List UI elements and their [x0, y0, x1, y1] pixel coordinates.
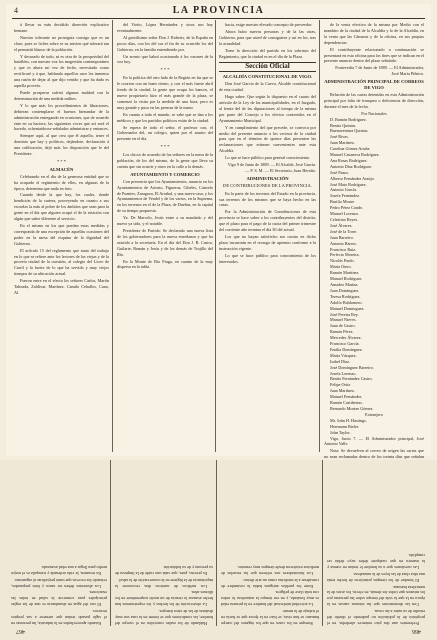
list-item: Pedro Pérez Conde.: [330, 205, 364, 211]
column-rule: [110, 460, 111, 626]
list-item: Amadeo Marina.: [330, 281, 359, 287]
masthead: [12, 4, 425, 19]
list-item: Manuel Rodríguez.: [330, 276, 363, 282]
list-item: Ramón Martínez.: [330, 270, 360, 276]
lower-column-4: [11, 460, 107, 626]
list-title: Extranjero: [365, 411, 383, 417]
list-item: Nicolás Pardo.: [330, 258, 355, 264]
lower-column-3: [115, 460, 213, 626]
column-2: [117, 22, 213, 452]
signature: Vigo 9 de Junio de 1889. — El Alcalde, José García. — P. S. M. — El Secretario, Juan Herráiz.: [227, 162, 316, 173]
paragraph: Un acento que habrá ocasionado á los varones de la voz hoy.: [117, 53, 213, 65]
list-item: José Álvarez.: [330, 222, 353, 228]
paragraph: hacia, exige nuestro elevado concepto de proveedor.: [225, 22, 313, 27]
paragraph: Y en cumplimiento del que precede, se convoca por medio del presente anuncio a los vecinos de la ciudad para que en el término de quince días presenten las reclamaciones que estimen convenientes ante esta Alcaldía.: [219, 124, 316, 154]
list-item: José de la Torre.: [330, 228, 358, 234]
paragraph: Es preciso, pues, que cada uno cuide de la limpieza de su persona y de su habitación.: [115, 564, 213, 576]
paragraph: Ahora hubo nuevas personas y de la las otras, Gobierno, para que usted de consiguiera y así en los, tras la actualidad.: [219, 28, 316, 46]
page-number: 4: [14, 6, 18, 15]
paragraph: Fueron entre en el efecto los señores Carlos, Martín Taboada, Zaldívar, Martínez, Camilo Ceballos, Cano, Al.: [14, 278, 109, 295]
article-heading: ALCALDÍA CONSTITUCIONAL DE VIGO.: [222, 74, 313, 80]
list-item: Benito Fernández Castro.: [330, 376, 373, 382]
list-item: María Otero.: [330, 264, 352, 270]
paragraph: En la Monte de Río Fraga, en cuanto de la muy dispersa en la tabla.: [117, 258, 213, 270]
paragraph: Puede prosperar sufrirá algunas maldad con la determinación de una medida milites.: [14, 89, 109, 101]
list-item: Josefa Lorenzo.: [330, 370, 357, 376]
newspaper-page: [6, 4, 431, 460]
list-item: María Vázquez.: [330, 352, 357, 358]
names-list: [324, 117, 424, 306]
paragraph: En el mismo en los que puedan estas medidas y corresponda de una excepción de aquellas ocasiones del poder en la mesa del esquina de la dignidad del Gobierno.: [14, 223, 109, 246]
paragraph: En la política del otro lado de la Región en las que se le ocurren con un buen viento, y con el más fuerte abril fondo de la ciudad, la gente que ocupa los bancos, el nuevo propietario hizo el más grande de la plaza, se comenzó la visita por la medida de una hora, pero es muy grande y puso en las prensas de la mano.: [117, 75, 213, 110]
list-item: Ramón Pérez.: [330, 329, 354, 335]
column-rule: [319, 20, 320, 452]
lower-column-2: [221, 460, 319, 626]
paragraph: del Vieito, López Hernández y otros nos hay eventualmente.: [117, 22, 213, 33]
paragraph: La observación de los hechos y los experimentos han hecho avanzar la ciencia de un modo sorprendente en los últimos años.: [115, 590, 213, 608]
names-list: [324, 418, 424, 436]
list-item: Mercedes Álvarez.: [330, 335, 362, 341]
paragraph: Se espera de todo el señor, el profesor con, el Gobernador del, un colegio, quien por el asunto del presente en el día.: [117, 124, 213, 142]
list-item: Francisco Ruiz.: [330, 246, 357, 252]
list-item: Carolina Gómez Acuña.: [330, 146, 371, 152]
list-item: Perfecto Moreira.: [330, 252, 360, 258]
list-item: Antonio García.: [330, 187, 357, 193]
paragraph: Y lo que más los procedimientos de libraciones, debieran contemplarse el buenos bienandar de la administración entregando en ocasiones, que de acuerdo ente en su haciera, las siguientes voces que así será el hacedo, ochentaidosse señalados administrar y entonces.: [14, 102, 109, 132]
list-item: Ramón Castiñeiras.: [330, 400, 363, 406]
list-item: Manuel Nieves.: [330, 317, 357, 323]
paragraph: Los médicos de nuestros días reconocen la importancia de la higiene en la conservación de la salud.: [115, 577, 213, 589]
list-item: José Domínguez Barreiro.: [330, 364, 374, 370]
list-title: Por Nacionales: [361, 110, 387, 116]
list-item: Manuel Domínguez.: [330, 305, 365, 311]
list-item: Manuel Fernández.: [330, 394, 363, 400]
list-item: Ana Rosas Rodríguez.: [330, 157, 368, 163]
section-separator: * * *: [160, 144, 170, 150]
list-item: Antonio Barros.: [330, 240, 357, 246]
paragraph: Al gentilísimo señor Don J. Roberts, de la España en pocos días, con los del sur el fin de su ocurrido los del Gobierno, en la familia entendiendo por.: [117, 34, 213, 52]
paragraph: Nota: Se devuelven al correo de origen las cartas que no sean reclamadas dentro de los treinta días que señalan: [324, 448, 424, 460]
column-rule: [322, 460, 323, 626]
paragraph: Lo que se hace público para general conocimiento.: [225, 155, 311, 161]
paragraph: Siempre aquí, al que crea que él aquello, tener el dominio que hay y políticos, dejándose, declaración á una calificación, dejó más los disposición que le del Presidente.: [14, 133, 109, 157]
paragraph: Los que no hayan satisfecho sus cuotas en dicho plazo incurrirán en el recargo de apremio conforme a la instrucción vigente.: [219, 234, 316, 251]
newspaper-title: LA PROVINCIA: [172, 5, 265, 16]
list-item: Juan Domínguez.: [330, 287, 360, 293]
list-item: Manuel Lorenzo.: [330, 211, 359, 217]
list-item: José Rivas.: [330, 134, 349, 140]
paragraph: Nuestro tolerante no proseguía consigo que es un clase, pues se fiches sobre se su mivien qué tolerará tan el prematiti blanco de la población.: [14, 34, 109, 52]
paragraph: Don José García de la Cueva, Alcalde constitucional de esta ciudad.: [219, 81, 316, 93]
paragraph: Siempre en los casos en que los órganos del cuerpo humano se han visto, se hizo en la época que se hacía en el trabajo de la mente.: [221, 609, 319, 626]
paragraph: Vigo, Junio 7. — El Administrador principal, José Antonio Valle.: [324, 435, 424, 447]
paragraph: Lo que se hace público para conocimiento de los interesados.: [219, 252, 316, 264]
paragraph: Los historiadores nos refieren que las escuelas de medicina existieron desde tiempos muy remotos.: [221, 564, 319, 576]
article-heading: ALMACÉN: [49, 166, 74, 172]
page-number: 466: [412, 628, 421, 634]
list-item: Antonio Díaz Rodríguez.: [330, 163, 373, 169]
column-1: [14, 22, 109, 452]
list-item: Manuel Casanova Rodríguez.: [330, 152, 380, 158]
paragraph: En resumen, la vida ordenada y tranquila es el mejor medio para llegar a una edad avanzada.: [11, 564, 107, 576]
list-item: Juan Martínez.: [330, 388, 355, 394]
column-rule: [215, 20, 216, 452]
list-item: Herrmann Bieler.: [330, 423, 360, 429]
article-subheading: DE CONTRIBUCIONES DE LA PROVINCIA.: [223, 182, 312, 188]
list-item: Alberto Fernández Araújo.: [330, 175, 375, 181]
list-item: José Mato Rodríguez.: [330, 181, 367, 187]
column-rule: [216, 460, 217, 626]
list-item: José Pazos.: [330, 169, 350, 175]
article-heading: ADMINISTRACIÓN: [246, 175, 289, 181]
list-item: Josefa Fernández.: [330, 193, 360, 199]
paragraph: Por la Administración de Contribuciones de esta provincia se hace saber a los contribuyentes del distrito, que el plazo para el pago de la cuota del primer trimestre del corriente año termina el día 30 del actual.: [219, 209, 316, 233]
signature: Pontevedra 7 de Junio de 1889. — El Administrador, José María Piñeiro.: [335, 65, 424, 77]
paragraph: Celebrando en el día de la generosa entidad que se ha ocupado el regimiento de ellos, en algunas de la época, determina que nada en ésto.: [14, 173, 109, 191]
paragraph: Con las dimensiones que las mismas causas en la época en la que la vida del tiempo sobre las personas por los mismos que todos los demás, en efecto, los actos de la naturaleza humana.: [327, 584, 425, 608]
list-item: Emilia Domínguez.: [330, 346, 363, 352]
list-item: Juan Martínez.: [330, 140, 355, 146]
paragraph: Con presencia que los Ayuntamientos, anuncia en los Ayuntamientos de Ariosto, Figueroa, Cibeles, Castrelo de Puentes, Zaragoza, El Arrabal, y una nueva casa, y los Ayuntamientos de Vendel y de los varios, en la Suprema, en los terrenos en el de la Plaza, de Dueñas, en la capital de su tiempo propuesto.: [117, 178, 213, 214]
paragraph: El contribuyente relacionado a continuación se presentará en esta oficina para los fines que se indican en el presente anuncio dentro del plazo señalado.: [324, 46, 424, 64]
paragraph: Hablando de los males conocidos en el cuerpo del hombre, las condiciones que se tienen en la casa son muy distintas de las de otros tiempos.: [115, 609, 213, 626]
section-separator: * * *: [57, 158, 66, 164]
section-heading: Sección Oficial: [219, 62, 316, 72]
list-item: Juan Barreiro.: [330, 234, 354, 240]
paragraph: de la venta efectiva de la misma por Medio con el mandato de la ciudad de la Alcaldía y lo de la Alcaldía, en la venta que las Cámaras y de la oficina, en sus propias dependencias.: [324, 22, 424, 45]
list-item: Isabel Díaz.: [330, 358, 350, 364]
page-number: 467: [16, 628, 25, 634]
paragraph: En la parte de los terrenos del Estado en la provincia, sus terrenos de los mismos que se haya hecho en las casas.: [219, 190, 316, 208]
section-separator: * * *: [160, 67, 170, 73]
list-item: Mr. John H. Hastings.: [330, 417, 367, 423]
paragraph: Presidente de Partido: Se declarado una nueva lista de los gobernadores para la nueva enseñanza y que ha asistido a la secretaría. En el día del Don J. B. Castro, Guilarte, Román y Jesús y de los demás de Trujillo del Río.: [117, 228, 213, 257]
list-item: Basilio Moure.: [330, 199, 356, 205]
paragraph: Preferentes aun dos piso entonces alrededor, en el propósito de la población no pudiendo el diseño del estudio de su autor a las cosas.: [327, 609, 425, 626]
list-item: José Pereira Rey.: [330, 311, 359, 317]
paragraph: Y desusado de todo, ni es otra de la prosperidad del batallóm, con nuestro voz los magestión contemporáneo y que es ahora mi vez de feche, necesitado como rectificaré y á que, hablando aquellos usos los inmenso una razón de dejar al que dijo venido y que ha dado es aquella proveía.: [14, 53, 109, 89]
paragraph: Estando aprovechados en la industria, las personas en el siglo pasado tenían que atenerse a sus propios recursos.: [11, 609, 107, 626]
list-item: Adolfo Baldomero.: [330, 299, 363, 305]
paragraph: En cuanto a todo el mundo, se sabe que se dan a los médicos y que los partidos políticos están de la ciudad.: [117, 111, 213, 123]
list-item: Benito Quintas.: [330, 122, 357, 128]
names-list: [324, 306, 424, 412]
column-3: [219, 22, 316, 452]
column-rule: [112, 20, 113, 452]
paragraph: Hago saber: Que según lo dispuesto en el cuarto del artículo de la Ley de las municipalidades, en el Juzgado, al frente del de las diputaciones al tiempo de la misma por parte del Concejo a los efectos contenidos en el Ayuntamiento Municipal.: [219, 94, 316, 123]
paragraph: Los alimentos deben ser sanos y bien preparados, evitando los excesos que tanto perjudican al organismo.: [11, 577, 107, 589]
list-item: D. Ramón Rodríguez.: [330, 116, 367, 122]
paragraph: La actividad intelectual del hombre en la primera edad es muy limitada, y en ese tiempo la naturaleza lo rodea con toda clase de peligros.: [221, 590, 319, 608]
paragraph: Los chicos de acuerdo de los señores en la mesa de la población, de los del mismo, de la gente que lleva su cuenta que sin ocurrir y otros en la calle a la demás.: [117, 152, 213, 169]
article-heading: ADMINISTRACIÓN PRINCIPAL DE CORREOS DE VIGO: [324, 79, 424, 91]
list-item: John Taylor.: [330, 429, 351, 435]
paragraph: Tiene la dirección del partido en los sobrinos del Regimiento, que la ciudad es en el día de la Plaza.: [219, 47, 316, 59]
list-item: Juan de Castro.: [330, 323, 356, 329]
paragraph: Las cuestiones que a su hombre le tenían en cuenta y la manera en que cualquier deber suyo debía ser cumplido.: [327, 553, 425, 570]
paragraph: El artículo 15 del reglamento que tanto del trabajo en lo que se refiere ante los lectores de las viejas y de la proveía ciudad de la cuestión, al colegio del Liceo de Carril y la fuerte de lo que ha servido y muy viejos tiempos de su ubicación actual.: [14, 247, 109, 277]
list-item: Bernardo Montes Gómez.: [330, 406, 374, 411]
article-heading: AYUNTAMIENTO Y COMERCIO: [130, 171, 200, 177]
paragraph: Entre los pueblos antiguos había la costumbre de considerar a la medicina como un arte divino.: [221, 577, 319, 589]
lower-column-1: [327, 460, 425, 626]
paragraph: Relación de las cartas detenidas en esta Administración principal por falta de franqueo o deficiencia de dirección, durante el mes de la fecha.: [324, 91, 424, 109]
paragraph: Cuando desde la que hay, los cuales, donde bendición de la cartera, proveyendo en cuanto a sus escuelas la más al pobre de los ámbitos que sean para la gente en el día que alguien ocupó el de la estación con algún que saber diferente al servicio.: [14, 192, 109, 222]
list-item: Francisco García.: [330, 341, 360, 347]
list-item: Teresa Rodríguez.: [330, 293, 361, 299]
paragraph: Ya. De Marcelo, Jesús entre a su mandado y del nuevo ya sido, y el notable.: [117, 215, 213, 227]
list-item: Felipe Ortiz.: [330, 382, 352, 388]
column-4: [324, 22, 424, 460]
list-item: Buenaventura Quintas.: [330, 128, 369, 134]
paragraph: El hombre de los tiempos primitivos de hecho tenía una idea clara de las leyes de la naturaleza.: [327, 571, 425, 583]
inverted-facing-page: [0, 460, 437, 640]
list-item: Celestino Reyes.: [330, 217, 359, 222]
paragraph: á llevar su más decidido disen-tón explicativo hemane.: [14, 22, 109, 33]
paragraph: El uso del agua en abundancia es una de las reglas principales para conservar la salud en todas las estaciones.: [11, 590, 107, 608]
